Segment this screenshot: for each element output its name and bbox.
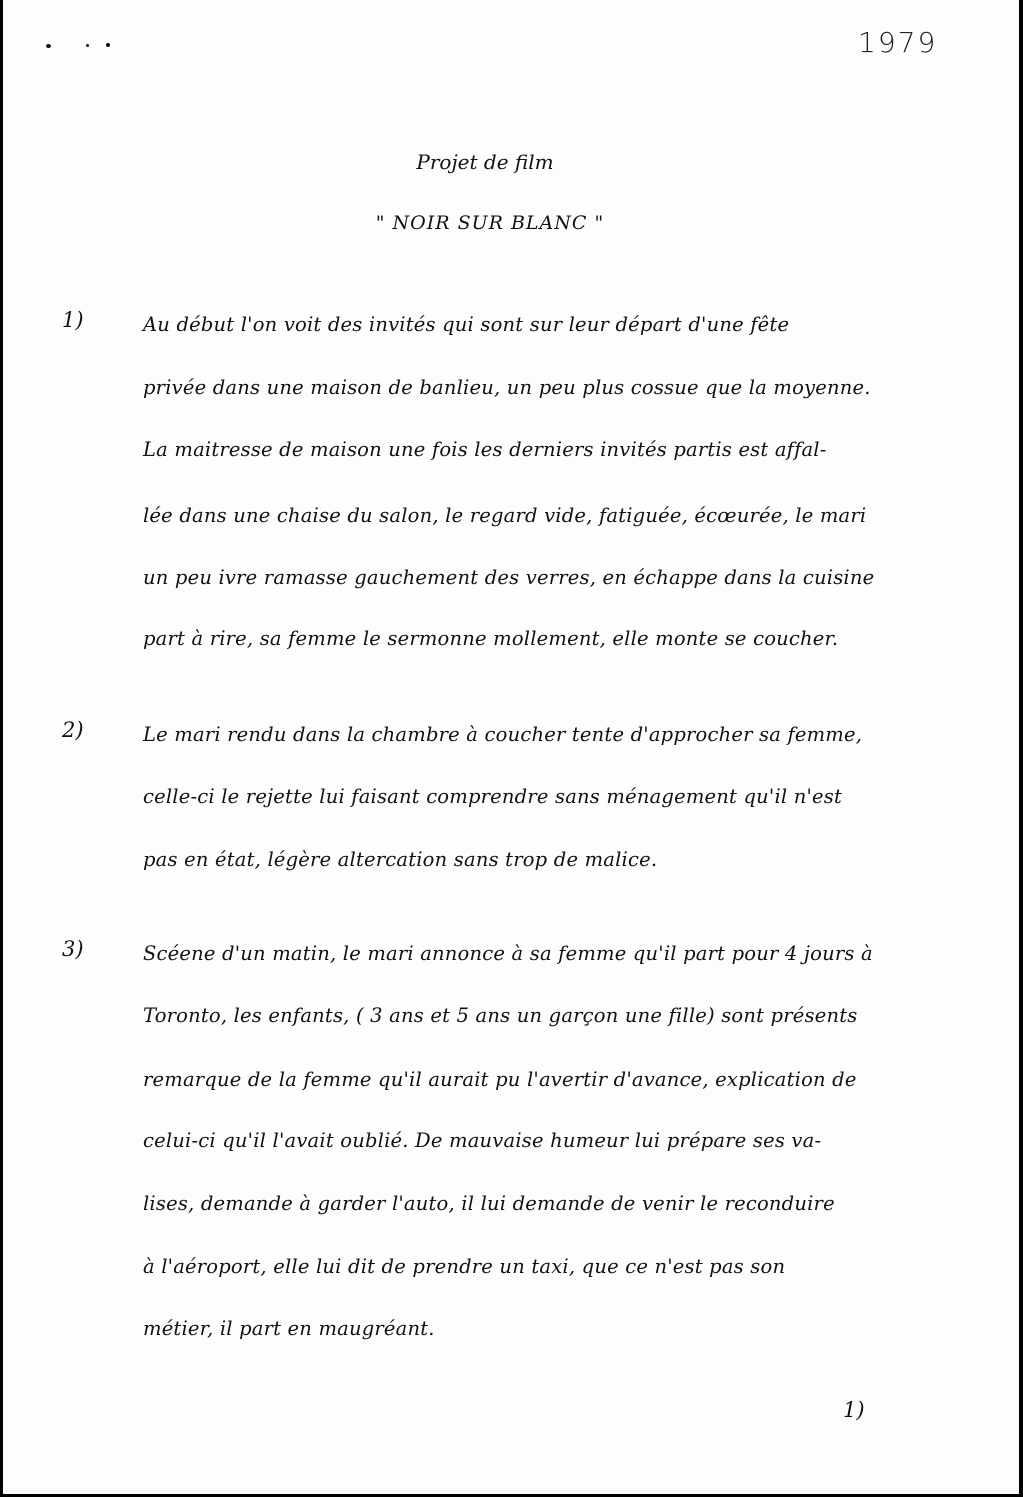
document-title: Projet de film	[416, 150, 554, 174]
paragraph-line: lises, demande à garder l'auto, il lui demande de venir le reconduire	[143, 1192, 835, 1215]
paragraph-line: part à rire, sa femme le sermonne mollement, elle monte se coucher.	[143, 627, 839, 650]
scan-edge-right	[1019, 0, 1023, 1497]
film-title: " NOIR SUR BLANC "	[375, 212, 605, 234]
section-number: 3)	[62, 937, 84, 961]
paragraph-line: La maitresse de maison une fois les derniers invités partis est affal-	[143, 438, 827, 461]
section-number: 1)	[62, 308, 84, 332]
paragraph-line: privée dans une maison de banlieu, un peu plus cossue que la moyenne.	[143, 376, 871, 399]
paragraph-line: Toronto, les enfants, ( 3 ans et 5 ans un garçon une fille) sont présents	[143, 1004, 858, 1027]
page-number: 1)	[843, 1398, 865, 1422]
paragraph-line: métier, il part en maugréant.	[143, 1317, 435, 1340]
paragraph-line: pas en état, légère altercation sans trop de malice.	[143, 848, 658, 871]
paragraph-line: Scéene d'un matin, le mari annonce à sa femme qu'il part pour 4 jours à	[143, 942, 873, 965]
scan-speck	[86, 44, 89, 47]
paragraph-line: Au début l'on voit des invités qui sont sur leur départ d'une fête	[143, 313, 790, 336]
paragraph-line: celle-ci le rejette lui faisant comprendre sans ménagement qu'il n'est	[143, 785, 843, 808]
scan-speck	[106, 43, 110, 47]
paragraph-line: à l'aéroport, elle lui dit de prendre un taxi, que ce n'est pas son	[143, 1255, 786, 1278]
paragraph-line: Le mari rendu dans la chambre à coucher tente d'approcher sa femme,	[143, 723, 863, 746]
handwritten-year: 1979	[858, 26, 938, 59]
paragraph-line: remarque de la femme qu'il aurait pu l'avertir d'avance, explication de	[143, 1068, 857, 1091]
scan-speck	[46, 44, 51, 48]
paragraph-line: un peu ivre ramasse gauchement des verres, en échappe dans la cuisine	[143, 566, 875, 589]
paragraph-line: celui-ci qu'il l'avait oublié. De mauvaise humeur lui prépare ses va-	[143, 1129, 822, 1152]
paragraph-line: lée dans une chaise du salon, le regard vide, fatiguée, écœurée, le mari	[143, 504, 867, 527]
section-number: 2)	[62, 718, 84, 742]
